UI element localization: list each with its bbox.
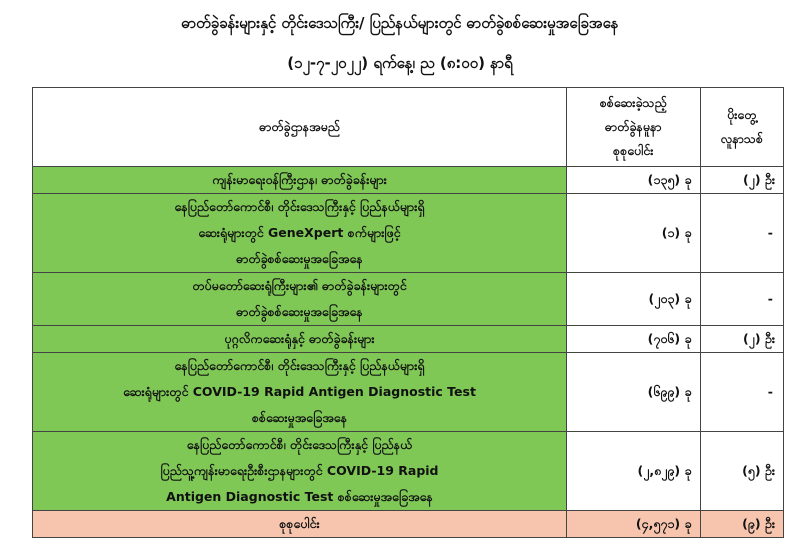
sample-count-cell: (၂,၈၂၉) ခု xyxy=(567,432,701,511)
positive-count-cell: - xyxy=(700,194,783,273)
lab-name-line: တပ်မတော်ဆေးရုံကြီးများ၏ ဓာတ်ခွဲခန်းများတွင် xyxy=(192,278,407,293)
lab-name-line: ဓာတ်ခွဲစစ်ဆေးမှုအခြေအနေ xyxy=(236,304,363,319)
sample-count-cell: (၂၀၃) ခု xyxy=(567,273,701,326)
header-total-samples-line: စုစုပေါင်း xyxy=(613,143,654,158)
table-row xyxy=(33,326,784,353)
table-row xyxy=(33,167,784,194)
lab-name-line: စစ်ဆေးမှုအခြေအနေ xyxy=(251,410,348,425)
lab-name-line: နေပြည်တော်ကောင်စီ၊ တိုင်းဒေသကြီးနှင့် ပြည်နယ်များရှိ xyxy=(174,199,425,214)
header-total-samples-line: ဓာတ်ခွဲနမူနာ xyxy=(604,119,662,134)
table-row xyxy=(33,432,784,511)
table-header-row xyxy=(33,88,784,167)
positive-count-cell: (၅) ဦး xyxy=(700,432,783,511)
sample-count-cell: (၆၉၉) ခု xyxy=(567,353,701,432)
page-title: ဓာတ်ခွဲခန်းများနှင့် တိုင်းဒေသကြီး/ ပြည်နယ်များတွင် ဓာတ်ခွဲစစ်ဆေးမှုအခြေအနေ xyxy=(181,14,619,32)
lab-name-line: ဆေးရုံများတွင် COVID-19 Rapid Antigen Diagnostic Test xyxy=(123,384,476,399)
table-row xyxy=(33,194,784,273)
lab-name-line: နေပြည်တော်ကောင်စီ၊ တိုင်းဒေသကြီးနှင့် ပြည်နယ်များရှိ xyxy=(174,358,425,373)
header-new-positive-line: ပိုးတွေ့ xyxy=(727,107,757,122)
total-positive-count-cell: (၉) ဦး xyxy=(700,511,783,538)
lab-name-line: Antigen Diagnostic Test စစ်ဆေးမှုအခြေအနေ xyxy=(166,489,433,504)
lab-name-line: ဆေးရုံများတွင် GeneXpert စက်များဖြင့် xyxy=(198,225,401,240)
lab-name-cell xyxy=(33,353,567,432)
total-row xyxy=(33,511,784,538)
lab-name-line: ပုဂ္ဂလိကဆေးရုံနှင့် ဓာတ်ခွဲခန်းများ xyxy=(224,331,375,346)
total-label-cell: စုစုပေါင်း xyxy=(33,511,567,538)
table-row xyxy=(33,353,784,432)
positive-count-cell: (၂) ဦး xyxy=(700,326,783,353)
lab-name-line: ပြည်သူ့ကျန်းမာရေးဦးစီးဌာနများတွင် COVID-19 Rapid xyxy=(160,463,439,478)
page-subtitle-date: (၁၂-၇-၂၀၂၂) ရက်နေ့၊ ည (၈:၀၀) နာရီ xyxy=(287,54,513,72)
lab-name-cell xyxy=(33,326,567,353)
lab-name-cell xyxy=(33,273,567,326)
header-new-positive xyxy=(700,88,783,167)
positive-count-cell: (၂) ဦး xyxy=(700,167,783,194)
header-lab-name: ဓာတ်ခွဲဌာနအမည် xyxy=(33,88,567,167)
header-total-samples xyxy=(567,88,701,167)
sample-count-cell: (၇၀၆) ခု xyxy=(567,326,701,353)
lab-name-cell xyxy=(33,194,567,273)
sample-count-cell: (၁) ခု xyxy=(567,194,701,273)
lab-name-line: ဓာတ်ခွဲစစ်ဆေးမှုအခြေအနေ xyxy=(236,251,363,266)
lab-name-cell xyxy=(33,167,567,194)
lab-name-line: ကျန်းမာရေးဝန်ကြီးဌာန၊ ဓာတ်ခွဲခန်းများ xyxy=(212,172,387,187)
lab-testing-table xyxy=(32,87,784,538)
header-new-positive-line: လူနာသစ် xyxy=(720,131,763,146)
sample-count-cell: (၁၃၅) ခု xyxy=(567,167,701,194)
total-sample-count-cell: (၄,၅၇၁) ခု xyxy=(567,511,701,538)
table-row xyxy=(33,273,784,326)
lab-name-line: နေပြည်တော်ကောင်စီ၊ တိုင်းဒေသကြီးနှင့် ပြည်နယ် xyxy=(186,437,413,452)
lab-name-cell xyxy=(33,432,567,511)
positive-count-cell: - xyxy=(700,273,783,326)
header-total-samples-line: စစ်ဆေးခဲ့သည့် xyxy=(599,95,667,110)
positive-count-cell: - xyxy=(700,353,783,432)
